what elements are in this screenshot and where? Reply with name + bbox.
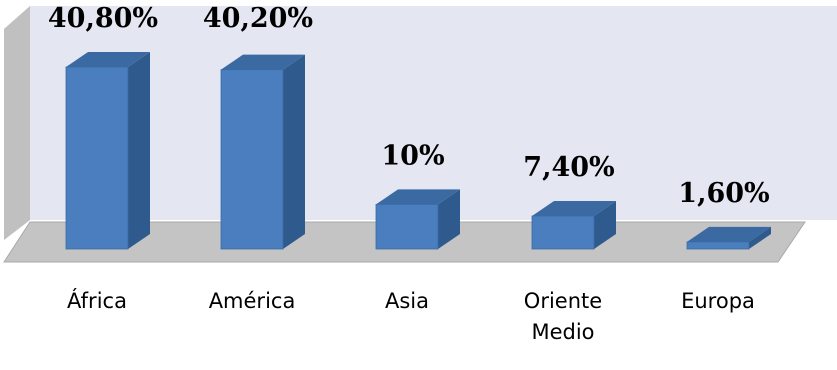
value-label: 1,60% (678, 177, 770, 209)
bar-front (532, 216, 594, 249)
category-label: África (67, 289, 127, 313)
side-wall (4, 6, 30, 240)
bar (221, 55, 305, 249)
value-label: 40,20% (202, 3, 314, 34)
bar-front (376, 204, 438, 249)
category-labels-group (67, 288, 755, 344)
category-label: Asia (384, 289, 430, 313)
category-label: Europa (681, 289, 755, 313)
bar (532, 201, 616, 249)
bar (66, 52, 150, 249)
bar (376, 189, 460, 249)
bar-side (283, 55, 305, 249)
category-label: Oriente Medio (523, 289, 603, 344)
value-label: 10% (381, 140, 445, 172)
bar-side (128, 52, 150, 249)
bar-front (687, 242, 749, 249)
bar-front (221, 70, 283, 249)
category-label: América (208, 289, 296, 313)
value-label: 40,80% (47, 3, 159, 34)
bar-front (66, 67, 128, 249)
value-label: 7,40% (523, 151, 615, 183)
